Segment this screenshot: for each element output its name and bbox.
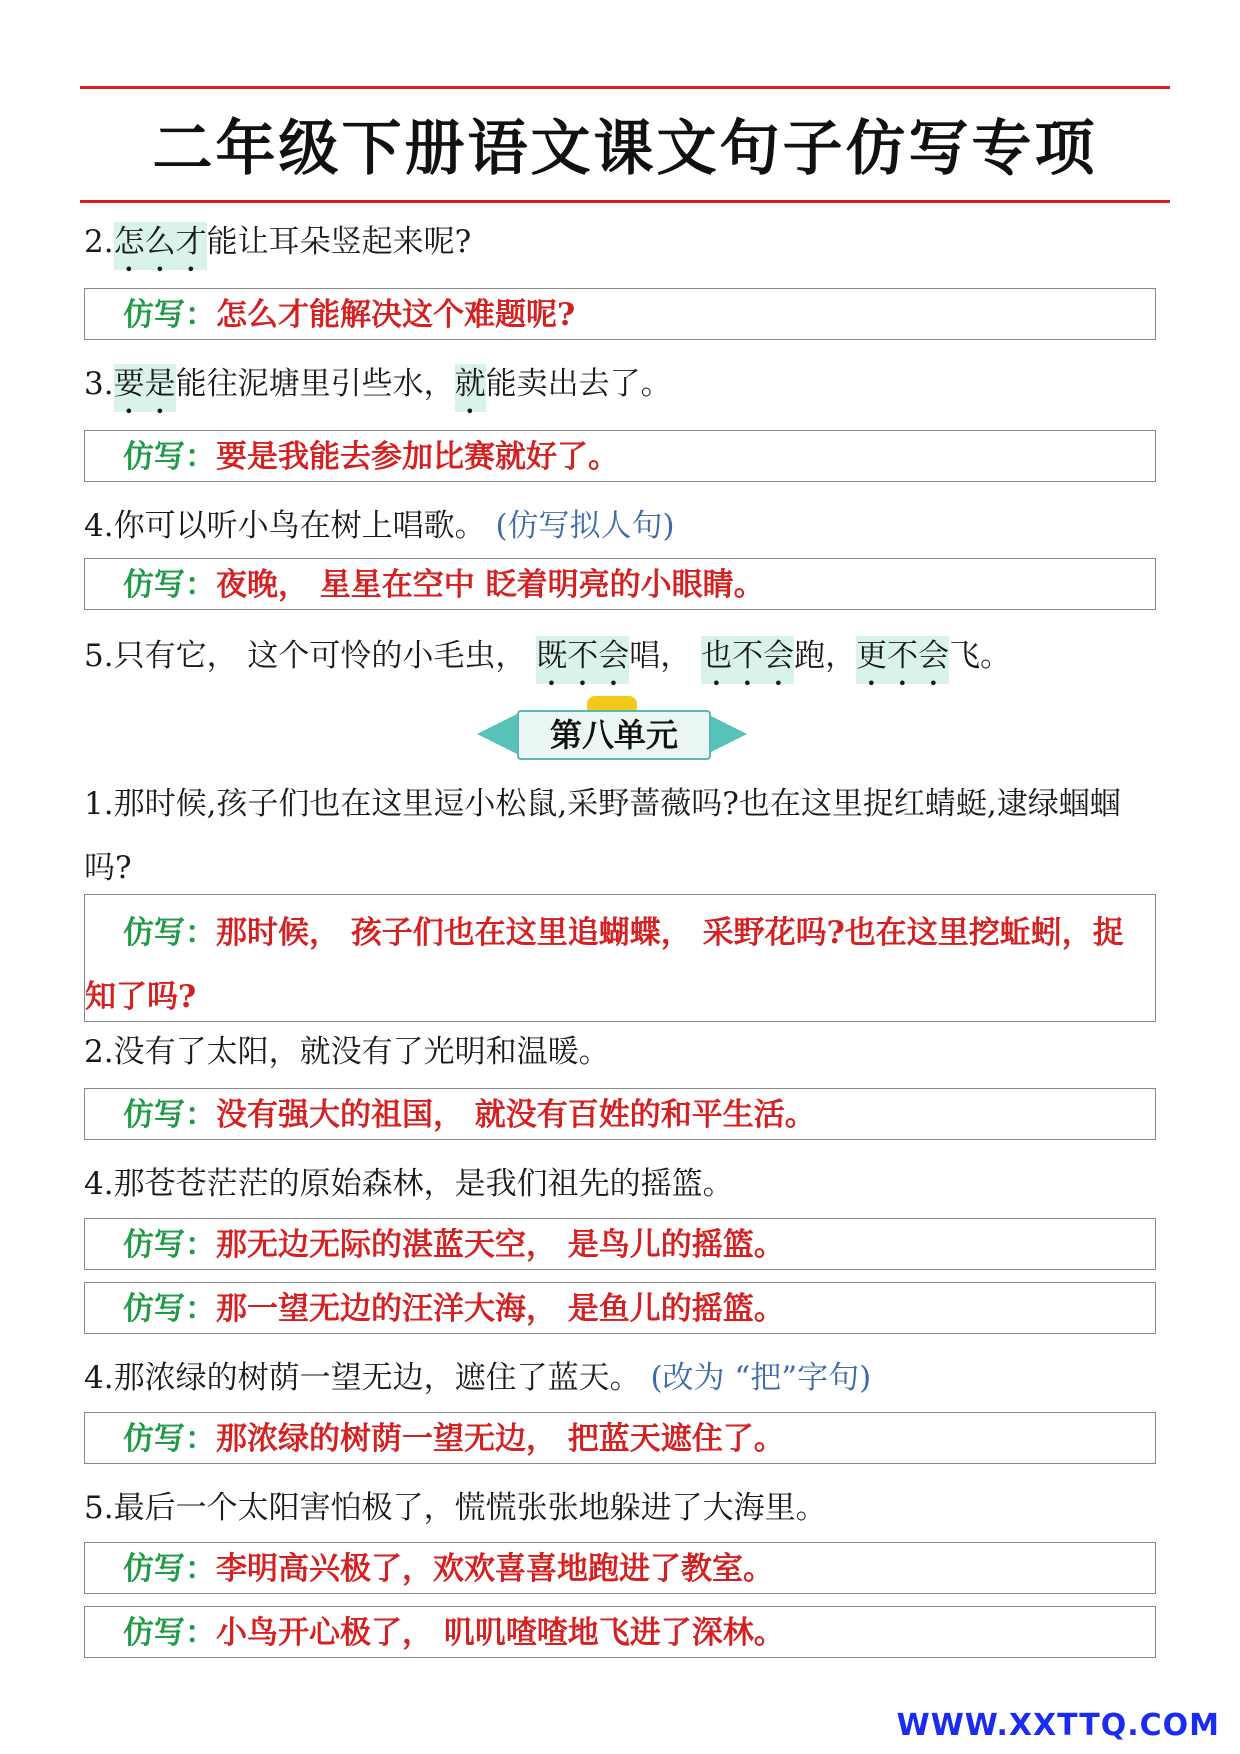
answer-box: 仿写：那时候， 孩子们也在这里追蝴蝶， 采野花吗?也在这里挖蚯蚓，捉知了吗?: [84, 894, 1156, 1022]
unit-title: 第八单元: [517, 710, 711, 760]
answer-box: 仿写：那一望无边的汪洋大海， 是鱼儿的摇篮。: [84, 1282, 1156, 1334]
answer-box: 仿写：那浓绿的树荫一望无边， 把蓝天遮住了。: [84, 1412, 1156, 1464]
sentence-8-1: 1.那时候,孩子们也在这里逗小松鼠,采野蔷薇吗?也在这里捉红蜻蜓,逮绿蝈蝈吗?: [84, 786, 1121, 886]
answer-box: 仿写：小鸟开心极了， 叽叽喳喳地飞进了深林。: [84, 1606, 1156, 1658]
banner-left-ornament: [477, 714, 517, 754]
answer-box: 仿写：要是我能去参加比赛就好了。: [84, 430, 1156, 482]
sentence-2: 2.怎么才能让耳朵竖起来呢?: [84, 220, 471, 279]
sentence-8-5: 5.最后一个太阳害怕极了，慌慌张张地躲进了大海里。: [84, 1490, 827, 1526]
title-underline: [80, 200, 1170, 203]
answer-box: 仿写：怎么才能解决这个难题呢?: [84, 288, 1156, 340]
page-title: 二年级下册语文课文句子仿写专项: [152, 114, 1098, 184]
top-rule: [80, 86, 1170, 89]
answer-box: 仿写：那无边无际的湛蓝天空， 是鸟儿的摇篮。: [84, 1218, 1156, 1270]
sentence-4: 4.你可以听小鸟在树上唱歌。 (仿写拟人句): [84, 508, 675, 544]
unit-banner: [472, 700, 752, 764]
answer-box: 仿写：没有强大的祖国， 就没有百姓的和平生活。: [84, 1088, 1156, 1140]
instruction-note: (仿写拟人句): [495, 508, 675, 544]
banner-crown-ornament: [587, 696, 637, 710]
site-watermark: WWW.XXTTQ.COM: [896, 1708, 1220, 1743]
sentence-5: 5.只有它， 这个可怜的小毛虫， 既不会唱， 也不会跑，更不会飞。: [84, 634, 1011, 693]
sentence-8-2: 2.没有了太阳，就没有了光明和温暖。: [84, 1034, 610, 1070]
answer-box: 仿写：李明高兴极了，欢欢喜喜地跑进了教室。: [84, 1542, 1156, 1594]
sentence-3: 3.要是能往泥塘里引些水，就能卖出去了。: [84, 362, 672, 421]
banner-right-ornament: [707, 714, 747, 754]
instruction-note: (改为 “把”字句): [650, 1360, 872, 1396]
answer-box: 仿写：夜晚， 星星在空中 眨着明亮的小眼睛。: [84, 558, 1156, 610]
sentence-8-4b: 4.那浓绿的树荫一望无边，遮住了蓝天。 (改为 “把”字句): [84, 1360, 872, 1396]
sentence-8-4: 4.那苍苍茫茫的原始森林，是我们祖先的摇篮。: [84, 1166, 734, 1202]
